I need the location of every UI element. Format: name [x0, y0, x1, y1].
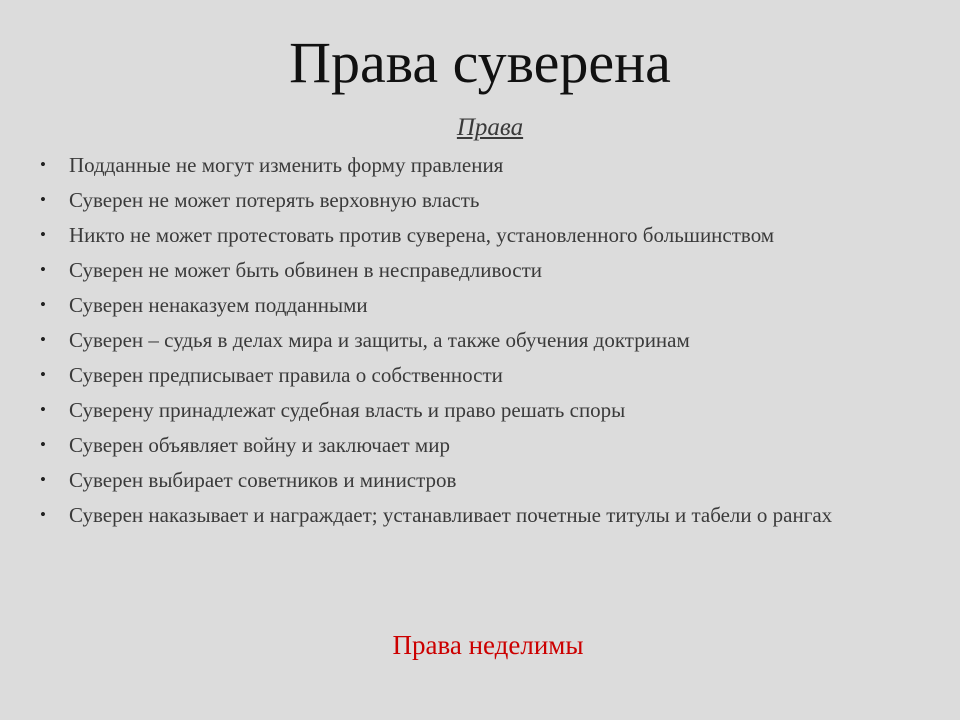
bullet-icon: •	[40, 400, 46, 419]
list-item-text: Подданные не могут изменить форму правления	[69, 153, 504, 177]
list-item	[40, 255, 930, 285]
slide-title: Права суверена	[289, 30, 671, 95]
list-item-text: Суверен выбирает советников и министров	[69, 468, 457, 492]
list-item	[40, 430, 930, 460]
list-item	[40, 325, 930, 355]
list-item	[40, 500, 930, 530]
list-item-text: Суверен ненаказуем подданными	[69, 293, 368, 317]
list-item-text: Суверен предписывает правила о собственности	[69, 363, 503, 387]
bullet-icon: •	[40, 295, 46, 314]
list-item	[40, 465, 930, 495]
slide-subtitle: Права	[456, 114, 524, 141]
bullet-icon: •	[40, 470, 46, 489]
list-item-text: Суверен наказывает и награждает; устанавливает почетные титулы и табели о рангах	[69, 503, 833, 527]
rights-list	[40, 150, 930, 535]
bullet-icon: •	[40, 225, 46, 244]
list-item-text: Никто не может протестовать против суверена, установленного большинством	[69, 223, 775, 247]
bullet-icon: •	[40, 330, 46, 349]
bullet-icon: •	[40, 155, 46, 174]
list-item	[40, 290, 930, 320]
bullet-icon: •	[40, 435, 46, 454]
list-item	[40, 395, 930, 425]
bullet-icon: •	[40, 505, 46, 524]
list-item-text: Суверен не может быть обвинен в несправедливости	[69, 258, 543, 282]
bullet-icon: •	[40, 365, 46, 384]
bullet-icon: •	[40, 260, 46, 279]
list-item-text: Суверен – судья в делах мира и защиты, а также обучения доктринам	[69, 328, 690, 352]
list-item	[40, 220, 930, 250]
list-item-text: Суверен объявляет войну и заключает мир	[69, 433, 450, 457]
bullet-icon: •	[40, 190, 46, 209]
footer-note: Права неделимы	[392, 630, 584, 660]
list-item-text: Суверену принадлежат судебная власть и право решать споры	[69, 398, 626, 422]
list-item	[40, 150, 930, 180]
list-item	[40, 185, 930, 215]
list-item	[40, 360, 930, 390]
list-item-text: Суверен не может потерять верховную власть	[69, 188, 480, 212]
